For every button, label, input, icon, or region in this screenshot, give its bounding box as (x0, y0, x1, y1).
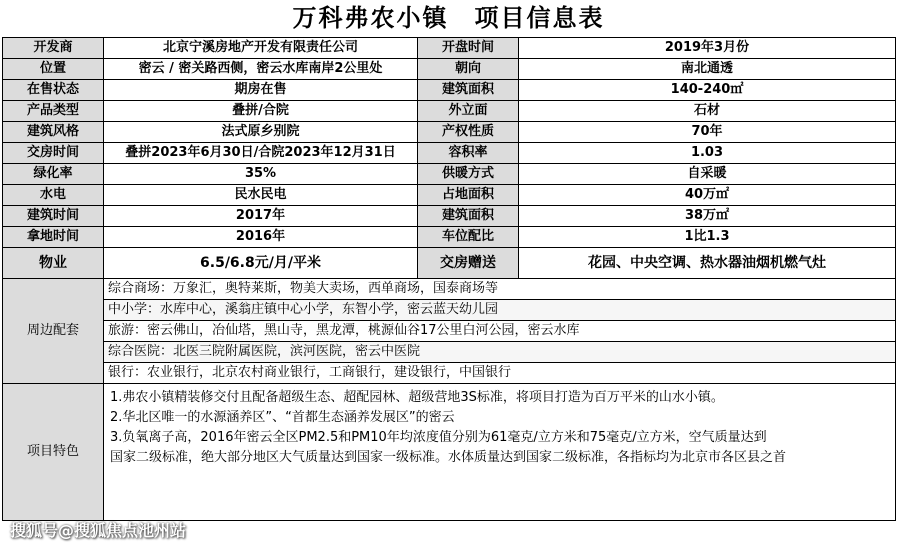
table-row (3, 122, 896, 143)
field-label: 交房时间 (3, 143, 104, 164)
nearby-label: 周边配套 (3, 279, 104, 384)
table-row (3, 143, 896, 164)
field-label: 在售状态 (3, 80, 104, 101)
field-value: 叠拼/合院 (104, 101, 418, 122)
feature-line: 2.华北区唯一的水源涵养区”、“首都生态涵养发展区”的密云 (110, 410, 455, 425)
nearby-item: 中小学：水库中心，溪翁庄镇中心小学，东智小学，密云蓝天幼儿园 (104, 300, 896, 321)
field-label: 车位配比 (418, 227, 519, 248)
nearby-item: 综合医院：北医三院附属医院，滨河医院，密云中医院 (104, 342, 896, 363)
page-title: 万科弗农小镇 项目信息表 (292, 3, 605, 32)
field-label: 拿地时间 (3, 227, 104, 248)
field-label: 占地面积 (418, 185, 519, 206)
field-label: 交房赠送 (418, 248, 519, 279)
field-value: 密云 / 密关路西侧，密云水库南岸2公里处 (104, 59, 418, 80)
project-info-table (2, 37, 896, 521)
field-label: 建筑风格 (3, 122, 104, 143)
field-value: 70年 (519, 122, 896, 143)
field-value: 自采暖 (519, 164, 896, 185)
table-row (3, 279, 896, 300)
field-value: 40万㎡ (519, 185, 896, 206)
field-label: 绿化率 (3, 164, 104, 185)
table-row (3, 164, 896, 185)
field-value: 花园、中央空调、热水器油烟机燃气灶 (519, 248, 896, 279)
field-label: 水电 (3, 185, 104, 206)
feature-line: 1.弗农小镇精装修交付且配备超级生态、超配园林、超级营地3S标准，将项目打造为百万平米的山水小镇。 (110, 390, 724, 405)
field-label: 朝向 (418, 59, 519, 80)
table-row (3, 38, 896, 59)
field-value: 1.03 (519, 143, 896, 164)
table-row (3, 384, 896, 521)
field-value: 北京宁溪房地产开发有限责任公司 (104, 38, 418, 59)
field-value: 叠拼2023年6月30日/合院2023年12月31日 (104, 143, 418, 164)
field-value: 法式原乡别院 (104, 122, 418, 143)
nearby-item: 综合商场：万象汇，奥特莱斯，物美大卖场，西单商场，国泰商场等 (104, 279, 896, 300)
field-label: 产品类型 (3, 101, 104, 122)
field-value: 期房在售 (104, 80, 418, 101)
feature-line: 3.负氧离子高，2016年密云全区PM2.5和PM10年均浓度值分别为61毫克/立方米和75毫克/立方米，空气质量达到 (110, 430, 767, 445)
nearby-item: 旅游：密云佛山，冶仙塔，黑山寺，黑龙潭，桃源仙谷17公里白河公园，密云水库 (104, 321, 896, 342)
field-value: 35% (104, 164, 418, 185)
feature-line: 国家二级标准，绝大部分地区大气质量达到国家一级标准。水体质量达到国家二级标准，各指标均为北京市各区县之首 (110, 450, 787, 465)
field-label: 产权性质 (418, 122, 519, 143)
field-value: 2016年 (104, 227, 418, 248)
field-value: 2019年3月份 (519, 38, 896, 59)
field-label: 外立面 (418, 101, 519, 122)
table-row (3, 363, 896, 384)
field-value: 140-240㎡ (519, 80, 896, 101)
field-label: 位置 (3, 59, 104, 80)
table-row (3, 185, 896, 206)
table-row (3, 321, 896, 342)
nearby-item: 银行：农业银行，北京农村商业银行，工商银行，建设银行，中国银行 (104, 363, 896, 384)
field-label: 建筑时间 (3, 206, 104, 227)
table-row (3, 342, 896, 363)
table-row (3, 80, 896, 101)
field-label: 容积率 (418, 143, 519, 164)
field-value: 6.5/6.8元/月/平米 (104, 248, 418, 279)
field-value: 南北通透 (519, 59, 896, 80)
field-value: 民水民电 (104, 185, 418, 206)
table-row (3, 206, 896, 227)
table-row (3, 300, 896, 321)
watermark: 搜狐号@搜狐焦点池州站 (10, 521, 187, 540)
field-label: 建筑面积 (418, 80, 519, 101)
field-value: 2017年 (104, 206, 418, 227)
table-row (3, 227, 896, 248)
field-label: 物业 (3, 248, 104, 279)
field-value: 1比1.3 (519, 227, 896, 248)
table-row (3, 59, 896, 80)
features-content (104, 384, 896, 521)
field-value: 石材 (519, 101, 896, 122)
field-value: 38万㎡ (519, 206, 896, 227)
features-label: 项目特色 (3, 384, 104, 521)
field-label: 开发商 (3, 38, 104, 59)
field-label: 建筑面积 (418, 206, 519, 227)
field-label: 开盘时间 (418, 38, 519, 59)
table-row (3, 248, 896, 279)
table-row (3, 101, 896, 122)
field-label: 供暖方式 (418, 164, 519, 185)
